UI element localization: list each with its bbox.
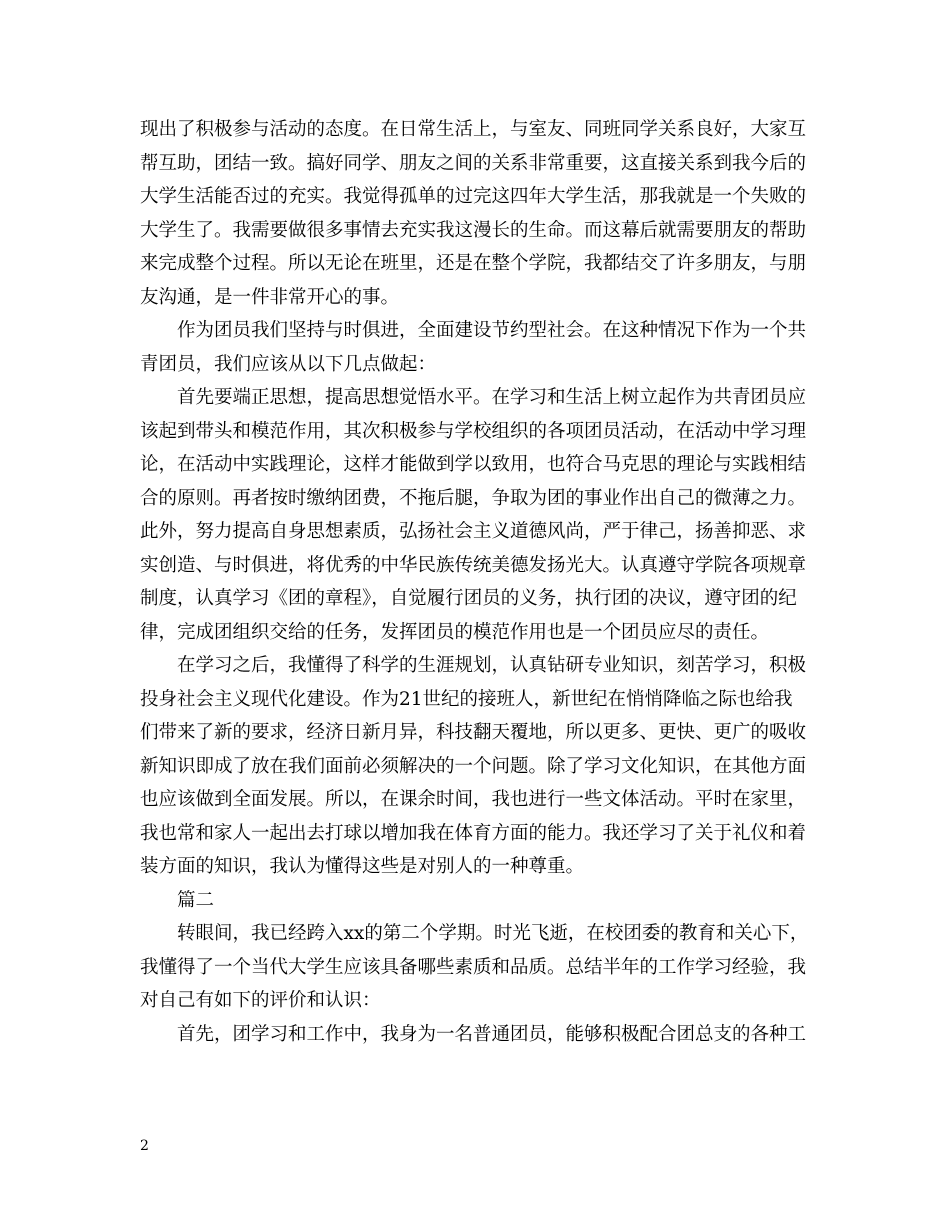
text-line: 合的原则。再者按时缴纳团费，不拖后腿，争取为团的事业作出自己的微薄之力。 bbox=[140, 487, 807, 509]
text-line: 青团员，我们应该从以下几点做起： bbox=[140, 353, 437, 375]
paragraph-start-line: 在学习之后，我懂得了科学的生涯规划，认真钻研专业知识，刻苦学习，积极 bbox=[177, 655, 807, 676]
paragraph-start-line: 首先要端正思想，提高思想觉悟水平。在学习和生活上树立起作为共青团员应 bbox=[177, 387, 807, 408]
document-body bbox=[140, 113, 812, 1051]
paragraph-start-line: 转眼间，我已经跨入xx的第二个学期。时光飞逝，在校团委的教育和关心下， bbox=[177, 923, 809, 944]
text-line: 装方面的知识，我认为懂得这些是对别人的一种尊重。 bbox=[140, 856, 585, 877]
text-line: 也应该做到全面发展。所以，在课余时间，我也进行一些文体活动。平时在家里， bbox=[140, 789, 807, 810]
section-heading: 篇二 bbox=[177, 889, 215, 911]
text-line: 友沟通，是一件非常开心的事。 bbox=[140, 286, 400, 308]
text-line: 们带来了新的要求，经济日新月异，科技翻天覆地，所以更多、更快、更广的吸收 bbox=[140, 722, 807, 743]
page-number: 2 bbox=[140, 1138, 149, 1154]
text-line: 投身社会主义现代化建设。作为21世纪的接班人，新世纪在悄悄降临之际也给我 bbox=[140, 688, 793, 710]
text-line: 律，完成团组织交给的任务，发挥团员的模范作用也是一个团员应尽的责任。 bbox=[140, 621, 770, 643]
text-line: 新知识即成了放在我们面前必须解决的一个问题。除了学习文化知识，在其他方面 bbox=[140, 755, 807, 777]
text-line: 实创造、与时俱进，将优秀的中华民族传统美德发扬光大。认真遵守学院各项规章 bbox=[140, 554, 807, 576]
text-line: 大学生了。我需要做很多事情去充实我这漫长的生命。而这幕后就需要朋友的帮助 bbox=[140, 219, 807, 241]
text-line: 大学生活能否过的充实。我觉得孤单的过完这四年大学生活，那我就是一个失败的 bbox=[140, 186, 807, 207]
text-line: 该起到带头和模范作用，其次积极参与学校组织的各项团员活动，在活动中学习理 bbox=[140, 420, 807, 442]
text-line: 来完成整个过程。所以无论在班里，还是在整个学院，我都结交了许多朋友，与朋 bbox=[140, 253, 807, 274]
text-line: 制度，认真学习《团的章程》，自觉履行团员的义务，执行团的决议，遵守团的纪 bbox=[140, 588, 797, 609]
text-line: 现出了积极参与活动的态度。在日常生活上，与室友、同班同学关系良好，大家互 bbox=[140, 119, 807, 140]
paragraph-start-line: 作为团员我们坚持与时俱进，全面建设节约型社会。在这种情况下作为一个共 bbox=[177, 320, 807, 341]
text-line: 对自己有如下的评价和认识： bbox=[140, 990, 381, 1011]
text-line: 此外，努力提高自身思想素质，弘扬社会主义道德风尚，严于律己，扬善抑恶、求 bbox=[140, 521, 807, 542]
text-line: 帮互助，团结一致。搞好同学、朋友之间的关系非常重要，这直接关系到我今后的 bbox=[140, 152, 807, 174]
text-line: 我懂得了一个当代大学生应该具备哪些素质和品质。总结半年的工作学习经验，我 bbox=[140, 956, 807, 978]
text-line: 我也常和家人一起出去打球以增加我在体育方面的能力。我还学习了关于礼仪和着 bbox=[140, 822, 807, 844]
paragraph-start-line: 首先，团学习和工作中，我身为一名普通团员，能够积极配合团总支的各种工 bbox=[177, 1023, 807, 1045]
text-line: 论，在活动中实践理论，这样才能做到学以致用，也符合马克思的理论与实践相结 bbox=[140, 454, 807, 475]
